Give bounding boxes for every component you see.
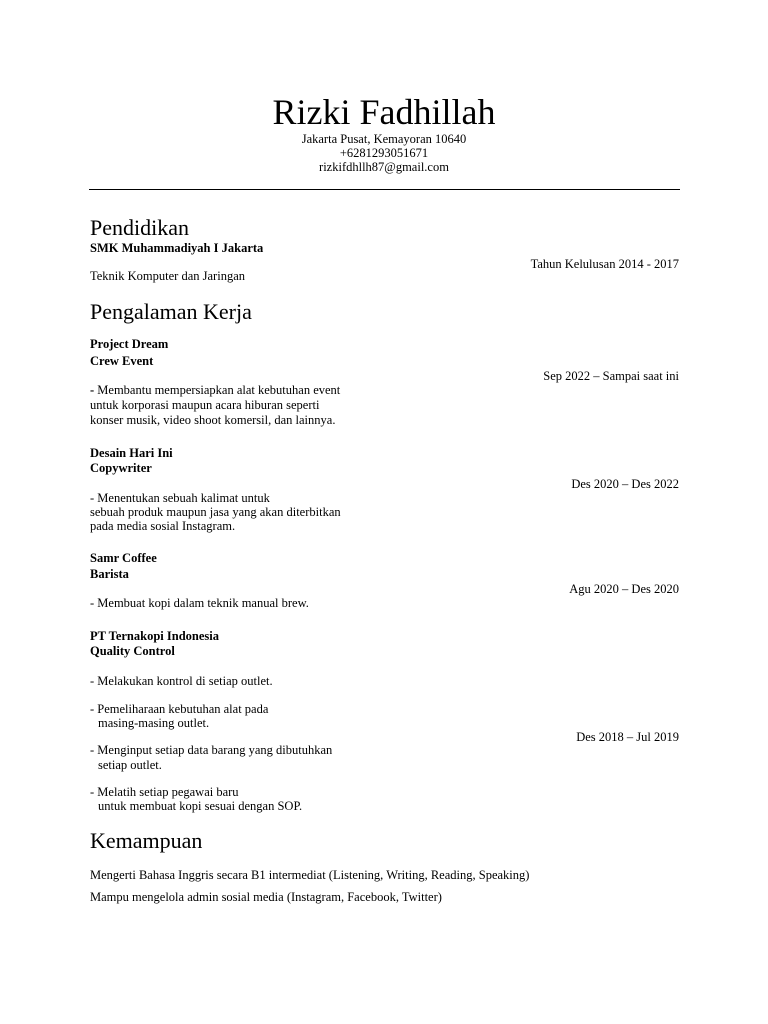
job-line: - Membuat kopi dalam teknik manual brew. bbox=[90, 596, 309, 610]
job-line: - Melatih setiap pegawai baru bbox=[90, 785, 239, 799]
education-period: Tahun Kelulusan 2014 - 2017 bbox=[530, 257, 679, 271]
job-company: PT Ternakopi Indonesia bbox=[90, 629, 219, 643]
education-major: Teknik Komputer dan Jaringan bbox=[90, 269, 245, 283]
job-period: Des 2020 – Des 2022 bbox=[571, 477, 679, 491]
job-line: - Menginput setiap data barang yang dibutuhkan bbox=[90, 743, 333, 757]
job-line: - Menentukan sebuah kalimat untuk bbox=[90, 491, 270, 505]
resume-name: Rizki Fadhillah bbox=[272, 92, 496, 132]
job-role: Copywriter bbox=[90, 461, 152, 475]
job-line: untuk membuat kopi sesuai dengan SOP. bbox=[98, 799, 303, 813]
job-company: Desain Hari Ini bbox=[90, 446, 173, 460]
job-period: Des 2018 – Jul 2019 bbox=[576, 730, 679, 744]
contact-email: rizkifdhllh87@gmail.com bbox=[319, 160, 449, 174]
job-company: Samr Coffee bbox=[90, 551, 157, 565]
skill-item: Mampu mengelola admin sosial media (Instagram, Facebook, Twitter) bbox=[90, 890, 442, 904]
job-line: sebuah produk maupun jasa yang akan diterbitkan bbox=[90, 505, 341, 519]
job-line: masing-masing outlet. bbox=[98, 716, 210, 730]
job-period: Sep 2022 – Sampai saat ini bbox=[543, 369, 679, 383]
header-divider bbox=[89, 189, 680, 190]
contact-phone: +6281293051671 bbox=[339, 146, 429, 160]
job-company: Project Dream bbox=[90, 337, 169, 351]
job-line: konser musik, video shoot komersil, dan lainnya. bbox=[90, 413, 336, 427]
skill-item: Mengerti Bahasa Inggris secara B1 intermediat (Listening, Writing, Reading, Speaking) bbox=[90, 868, 530, 882]
job-line: setiap outlet. bbox=[98, 758, 162, 772]
job-period: Agu 2020 – Des 2020 bbox=[569, 582, 679, 596]
job-role: Crew Event bbox=[90, 354, 154, 368]
job-role: Barista bbox=[90, 567, 129, 581]
job-role: Quality Control bbox=[90, 644, 175, 658]
education-heading: Pendidikan bbox=[90, 215, 189, 240]
contact-address: Jakarta Pusat, Kemayoran 10640 bbox=[301, 132, 467, 146]
job-line: - Membantu mempersiapkan alat kebutuhan event bbox=[90, 383, 341, 397]
job-line: untuk korporasi maupun acara hiburan seperti bbox=[90, 398, 320, 412]
job-line: - Pemeliharaan kebutuhan alat pada bbox=[90, 702, 269, 716]
job-line: pada media sosial Instagram. bbox=[90, 519, 236, 533]
experience-heading: Pengalaman Kerja bbox=[90, 299, 252, 324]
skills-heading: Kemampuan bbox=[90, 828, 203, 853]
education-school: SMK Muhammadiyah I Jakarta bbox=[90, 241, 264, 255]
job-line: - Melakukan kontrol di setiap outlet. bbox=[90, 674, 273, 688]
